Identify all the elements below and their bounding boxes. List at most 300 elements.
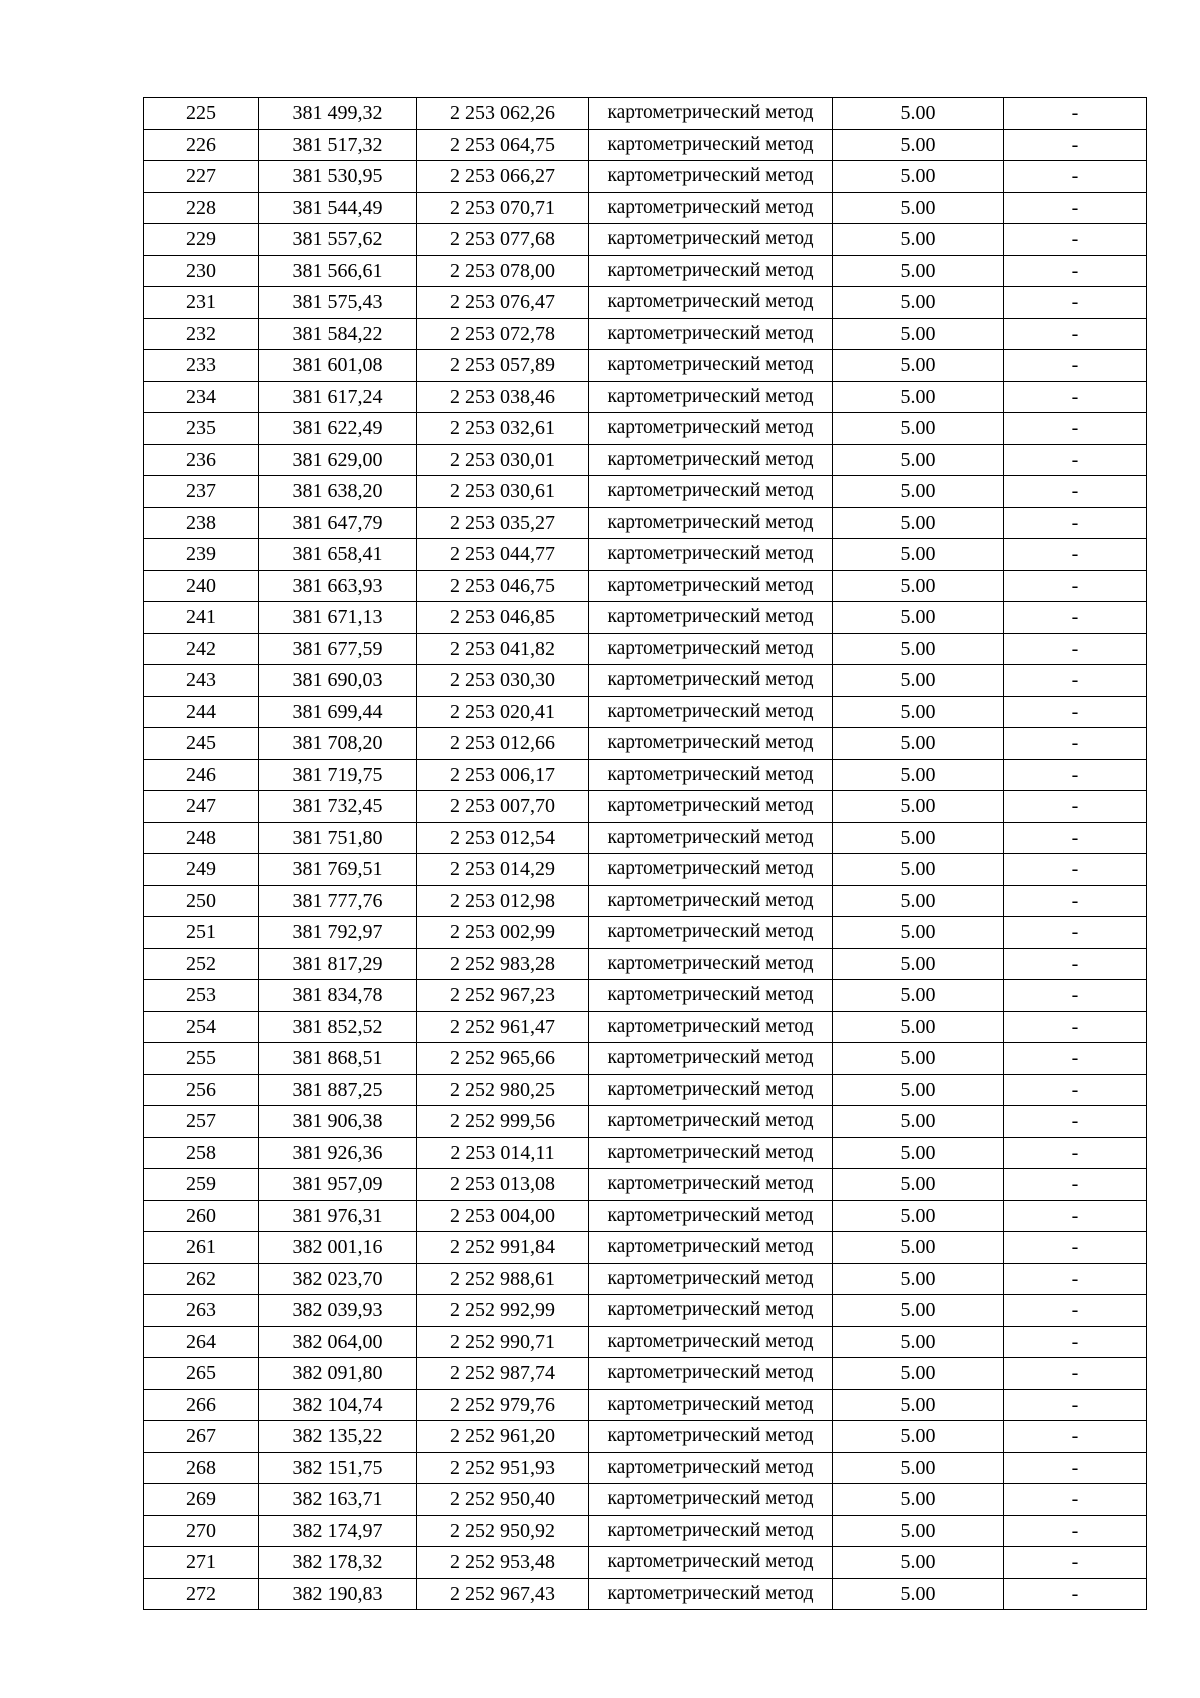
note-cell: - <box>1004 129 1147 161</box>
accuracy-cell: 5.00 <box>833 980 1004 1012</box>
note-cell: - <box>1004 476 1147 508</box>
x-coordinate-cell: 381 852,52 <box>259 1011 417 1043</box>
method-cell: картометрический метод <box>589 1578 833 1610</box>
method-cell: картометрический метод <box>589 980 833 1012</box>
accuracy-cell: 5.00 <box>833 1043 1004 1075</box>
table-row <box>144 854 1147 886</box>
method-cell: картометрический метод <box>589 1074 833 1106</box>
point-number-cell: 233 <box>144 350 259 382</box>
table-row <box>144 1169 1147 1201</box>
accuracy-cell: 5.00 <box>833 1263 1004 1295</box>
method-cell: картометрический метод <box>589 791 833 823</box>
y-coordinate-cell: 2 253 062,26 <box>417 98 589 130</box>
table-row <box>144 759 1147 791</box>
x-coordinate-cell: 381 699,44 <box>259 696 417 728</box>
table-row <box>144 1358 1147 1390</box>
point-number-cell: 249 <box>144 854 259 886</box>
accuracy-cell: 5.00 <box>833 255 1004 287</box>
point-number-cell: 244 <box>144 696 259 728</box>
accuracy-cell: 5.00 <box>833 570 1004 602</box>
table-row <box>144 1295 1147 1327</box>
note-cell: - <box>1004 1484 1147 1516</box>
note-cell: - <box>1004 1263 1147 1295</box>
note-cell: - <box>1004 822 1147 854</box>
y-coordinate-cell: 2 253 006,17 <box>417 759 589 791</box>
method-cell: картометрический метод <box>589 1326 833 1358</box>
accuracy-cell: 5.00 <box>833 696 1004 728</box>
point-number-cell: 250 <box>144 885 259 917</box>
x-coordinate-cell: 381 957,09 <box>259 1169 417 1201</box>
point-number-cell: 232 <box>144 318 259 350</box>
table-row <box>144 1263 1147 1295</box>
table-row <box>144 1484 1147 1516</box>
point-number-cell: 226 <box>144 129 259 161</box>
method-cell: картометрический метод <box>589 602 833 634</box>
table-row <box>144 885 1147 917</box>
method-cell: картометрический метод <box>589 1484 833 1516</box>
method-cell: картометрический метод <box>589 917 833 949</box>
accuracy-cell: 5.00 <box>833 854 1004 886</box>
x-coordinate-cell: 382 178,32 <box>259 1547 417 1579</box>
method-cell: картометрический метод <box>589 1011 833 1043</box>
method-cell: картометрический метод <box>589 570 833 602</box>
note-cell: - <box>1004 381 1147 413</box>
y-coordinate-cell: 2 253 012,98 <box>417 885 589 917</box>
note-cell: - <box>1004 728 1147 760</box>
y-coordinate-cell: 2 252 987,74 <box>417 1358 589 1390</box>
accuracy-cell: 5.00 <box>833 917 1004 949</box>
point-number-cell: 264 <box>144 1326 259 1358</box>
point-number-cell: 229 <box>144 224 259 256</box>
y-coordinate-cell: 2 253 002,99 <box>417 917 589 949</box>
y-coordinate-cell: 2 252 961,20 <box>417 1421 589 1453</box>
accuracy-cell: 5.00 <box>833 1200 1004 1232</box>
accuracy-cell: 5.00 <box>833 287 1004 319</box>
point-number-cell: 238 <box>144 507 259 539</box>
x-coordinate-cell: 381 690,03 <box>259 665 417 697</box>
accuracy-cell: 5.00 <box>833 224 1004 256</box>
accuracy-cell: 5.00 <box>833 318 1004 350</box>
point-number-cell: 245 <box>144 728 259 760</box>
y-coordinate-cell: 2 252 980,25 <box>417 1074 589 1106</box>
table-row <box>144 318 1147 350</box>
method-cell: картометрический метод <box>589 1106 833 1138</box>
table-row <box>144 192 1147 224</box>
point-number-cell: 241 <box>144 602 259 634</box>
y-coordinate-cell: 2 252 967,43 <box>417 1578 589 1610</box>
point-number-cell: 240 <box>144 570 259 602</box>
method-cell: картометрический метод <box>589 885 833 917</box>
point-number-cell: 257 <box>144 1106 259 1138</box>
accuracy-cell: 5.00 <box>833 1389 1004 1421</box>
x-coordinate-cell: 381 530,95 <box>259 161 417 193</box>
method-cell: картометрический метод <box>589 350 833 382</box>
point-number-cell: 248 <box>144 822 259 854</box>
point-number-cell: 242 <box>144 633 259 665</box>
y-coordinate-cell: 2 253 014,29 <box>417 854 589 886</box>
note-cell: - <box>1004 1232 1147 1264</box>
y-coordinate-cell: 2 253 057,89 <box>417 350 589 382</box>
accuracy-cell: 5.00 <box>833 413 1004 445</box>
accuracy-cell: 5.00 <box>833 1547 1004 1579</box>
x-coordinate-cell: 381 617,24 <box>259 381 417 413</box>
x-coordinate-cell: 381 658,41 <box>259 539 417 571</box>
note-cell: - <box>1004 1358 1147 1390</box>
point-number-cell: 260 <box>144 1200 259 1232</box>
note-cell: - <box>1004 696 1147 728</box>
table-row <box>144 161 1147 193</box>
x-coordinate-cell: 381 708,20 <box>259 728 417 760</box>
note-cell: - <box>1004 1326 1147 1358</box>
point-number-cell: 269 <box>144 1484 259 1516</box>
table-row <box>144 948 1147 980</box>
note-cell: - <box>1004 1074 1147 1106</box>
accuracy-cell: 5.00 <box>833 1232 1004 1264</box>
y-coordinate-cell: 2 253 072,78 <box>417 318 589 350</box>
x-coordinate-cell: 381 926,36 <box>259 1137 417 1169</box>
table-row <box>144 287 1147 319</box>
table-row <box>144 602 1147 634</box>
x-coordinate-cell: 381 663,93 <box>259 570 417 602</box>
x-coordinate-cell: 381 638,20 <box>259 476 417 508</box>
y-coordinate-cell: 2 253 030,61 <box>417 476 589 508</box>
accuracy-cell: 5.00 <box>833 1515 1004 1547</box>
y-coordinate-cell: 2 253 046,85 <box>417 602 589 634</box>
note-cell: - <box>1004 161 1147 193</box>
table-row <box>144 633 1147 665</box>
method-cell: картометрический метод <box>589 1389 833 1421</box>
x-coordinate-cell: 381 817,29 <box>259 948 417 980</box>
x-coordinate-cell: 381 517,32 <box>259 129 417 161</box>
table-row <box>144 507 1147 539</box>
note-cell: - <box>1004 885 1147 917</box>
y-coordinate-cell: 2 253 064,75 <box>417 129 589 161</box>
table-body <box>144 98 1147 1610</box>
table-row <box>144 822 1147 854</box>
method-cell: картометрический метод <box>589 129 833 161</box>
method-cell: картометрический метод <box>589 1452 833 1484</box>
x-coordinate-cell: 381 769,51 <box>259 854 417 886</box>
note-cell: - <box>1004 1515 1147 1547</box>
note-cell: - <box>1004 1043 1147 1075</box>
note-cell: - <box>1004 1169 1147 1201</box>
note-cell: - <box>1004 570 1147 602</box>
x-coordinate-cell: 381 566,61 <box>259 255 417 287</box>
y-coordinate-cell: 2 253 030,01 <box>417 444 589 476</box>
point-number-cell: 253 <box>144 980 259 1012</box>
accuracy-cell: 5.00 <box>833 161 1004 193</box>
method-cell: картометрический метод <box>589 98 833 130</box>
method-cell: картометрический метод <box>589 759 833 791</box>
x-coordinate-cell: 381 622,49 <box>259 413 417 445</box>
method-cell: картометрический метод <box>589 224 833 256</box>
accuracy-cell: 5.00 <box>833 1484 1004 1516</box>
y-coordinate-cell: 2 252 961,47 <box>417 1011 589 1043</box>
method-cell: картометрический метод <box>589 728 833 760</box>
note-cell: - <box>1004 1137 1147 1169</box>
y-coordinate-cell: 2 252 950,40 <box>417 1484 589 1516</box>
y-coordinate-cell: 2 252 953,48 <box>417 1547 589 1579</box>
method-cell: картометрический метод <box>589 633 833 665</box>
note-cell: - <box>1004 1106 1147 1138</box>
x-coordinate-cell: 381 499,32 <box>259 98 417 130</box>
table-row <box>144 1326 1147 1358</box>
point-number-cell: 227 <box>144 161 259 193</box>
table-row <box>144 129 1147 161</box>
table-row <box>144 413 1147 445</box>
note-cell: - <box>1004 1011 1147 1043</box>
method-cell: картометрический метод <box>589 665 833 697</box>
method-cell: картометрический метод <box>589 1043 833 1075</box>
point-number-cell: 235 <box>144 413 259 445</box>
y-coordinate-cell: 2 253 035,27 <box>417 507 589 539</box>
point-number-cell: 256 <box>144 1074 259 1106</box>
x-coordinate-cell: 381 868,51 <box>259 1043 417 1075</box>
x-coordinate-cell: 381 792,97 <box>259 917 417 949</box>
point-number-cell: 254 <box>144 1011 259 1043</box>
y-coordinate-cell: 2 253 046,75 <box>417 570 589 602</box>
note-cell: - <box>1004 854 1147 886</box>
note-cell: - <box>1004 917 1147 949</box>
point-number-cell: 263 <box>144 1295 259 1327</box>
point-number-cell: 243 <box>144 665 259 697</box>
accuracy-cell: 5.00 <box>833 444 1004 476</box>
table-row <box>144 476 1147 508</box>
y-coordinate-cell: 2 253 032,61 <box>417 413 589 445</box>
accuracy-cell: 5.00 <box>833 98 1004 130</box>
accuracy-cell: 5.00 <box>833 1137 1004 1169</box>
y-coordinate-cell: 2 253 012,54 <box>417 822 589 854</box>
y-coordinate-cell: 2 252 992,99 <box>417 1295 589 1327</box>
point-number-cell: 267 <box>144 1421 259 1453</box>
point-number-cell: 225 <box>144 98 259 130</box>
method-cell: картометрический метод <box>589 255 833 287</box>
accuracy-cell: 5.00 <box>833 476 1004 508</box>
method-cell: картометрический метод <box>589 1169 833 1201</box>
x-coordinate-cell: 381 906,38 <box>259 1106 417 1138</box>
y-coordinate-cell: 2 253 041,82 <box>417 633 589 665</box>
y-coordinate-cell: 2 252 988,61 <box>417 1263 589 1295</box>
table-row <box>144 1043 1147 1075</box>
note-cell: - <box>1004 98 1147 130</box>
table-row <box>144 917 1147 949</box>
x-coordinate-cell: 381 777,76 <box>259 885 417 917</box>
accuracy-cell: 5.00 <box>833 1452 1004 1484</box>
note-cell: - <box>1004 1452 1147 1484</box>
note-cell: - <box>1004 1578 1147 1610</box>
method-cell: картометрический метод <box>589 444 833 476</box>
x-coordinate-cell: 381 544,49 <box>259 192 417 224</box>
table-row <box>144 1232 1147 1264</box>
point-number-cell: 270 <box>144 1515 259 1547</box>
table-row <box>144 1421 1147 1453</box>
x-coordinate-cell: 382 174,97 <box>259 1515 417 1547</box>
method-cell: картометрический метод <box>589 539 833 571</box>
y-coordinate-cell: 2 252 950,92 <box>417 1515 589 1547</box>
point-number-cell: 236 <box>144 444 259 476</box>
accuracy-cell: 5.00 <box>833 948 1004 980</box>
x-coordinate-cell: 381 751,80 <box>259 822 417 854</box>
accuracy-cell: 5.00 <box>833 791 1004 823</box>
method-cell: картометрический метод <box>589 476 833 508</box>
accuracy-cell: 5.00 <box>833 1421 1004 1453</box>
method-cell: картометрический метод <box>589 1358 833 1390</box>
point-number-cell: 234 <box>144 381 259 413</box>
x-coordinate-cell: 381 671,13 <box>259 602 417 634</box>
table-row <box>144 1074 1147 1106</box>
method-cell: картометрический метод <box>589 1515 833 1547</box>
accuracy-cell: 5.00 <box>833 759 1004 791</box>
accuracy-cell: 5.00 <box>833 539 1004 571</box>
point-number-cell: 228 <box>144 192 259 224</box>
note-cell: - <box>1004 948 1147 980</box>
y-coordinate-cell: 2 253 013,08 <box>417 1169 589 1201</box>
x-coordinate-cell: 382 151,75 <box>259 1452 417 1484</box>
method-cell: картометрический метод <box>589 192 833 224</box>
method-cell: картометрический метод <box>589 948 833 980</box>
note-cell: - <box>1004 665 1147 697</box>
method-cell: картометрический метод <box>589 381 833 413</box>
x-coordinate-cell: 382 023,70 <box>259 1263 417 1295</box>
y-coordinate-cell: 2 252 979,76 <box>417 1389 589 1421</box>
y-coordinate-cell: 2 253 020,41 <box>417 696 589 728</box>
note-cell: - <box>1004 255 1147 287</box>
method-cell: картометрический метод <box>589 854 833 886</box>
x-coordinate-cell: 382 163,71 <box>259 1484 417 1516</box>
x-coordinate-cell: 382 135,22 <box>259 1421 417 1453</box>
table-row <box>144 381 1147 413</box>
method-cell: картометрический метод <box>589 507 833 539</box>
y-coordinate-cell: 2 253 038,46 <box>417 381 589 413</box>
x-coordinate-cell: 381 732,45 <box>259 791 417 823</box>
table-row <box>144 1106 1147 1138</box>
y-coordinate-cell: 2 252 990,71 <box>417 1326 589 1358</box>
note-cell: - <box>1004 539 1147 571</box>
point-number-cell: 246 <box>144 759 259 791</box>
point-number-cell: 251 <box>144 917 259 949</box>
y-coordinate-cell: 2 252 999,56 <box>417 1106 589 1138</box>
point-number-cell: 237 <box>144 476 259 508</box>
accuracy-cell: 5.00 <box>833 381 1004 413</box>
method-cell: картометрический метод <box>589 287 833 319</box>
table-row <box>144 224 1147 256</box>
method-cell: картометрический метод <box>589 161 833 193</box>
y-coordinate-cell: 2 252 965,66 <box>417 1043 589 1075</box>
y-coordinate-cell: 2 252 951,93 <box>417 1452 589 1484</box>
y-coordinate-cell: 2 252 967,23 <box>417 980 589 1012</box>
method-cell: картометрический метод <box>589 318 833 350</box>
x-coordinate-cell: 381 647,79 <box>259 507 417 539</box>
x-coordinate-cell: 381 584,22 <box>259 318 417 350</box>
point-number-cell: 261 <box>144 1232 259 1264</box>
table-row <box>144 98 1147 130</box>
y-coordinate-cell: 2 253 044,77 <box>417 539 589 571</box>
method-cell: картометрический метод <box>589 1263 833 1295</box>
x-coordinate-cell: 382 104,74 <box>259 1389 417 1421</box>
method-cell: картометрический метод <box>589 822 833 854</box>
note-cell: - <box>1004 192 1147 224</box>
y-coordinate-cell: 2 253 004,00 <box>417 1200 589 1232</box>
y-coordinate-cell: 2 253 030,30 <box>417 665 589 697</box>
y-coordinate-cell: 2 253 066,27 <box>417 161 589 193</box>
point-number-cell: 239 <box>144 539 259 571</box>
coordinates-table <box>143 97 1147 1610</box>
accuracy-cell: 5.00 <box>833 1326 1004 1358</box>
table-row <box>144 1515 1147 1547</box>
accuracy-cell: 5.00 <box>833 1169 1004 1201</box>
accuracy-cell: 5.00 <box>833 1295 1004 1327</box>
table-row <box>144 1547 1147 1579</box>
table-row <box>144 1137 1147 1169</box>
table-row <box>144 1452 1147 1484</box>
x-coordinate-cell: 381 629,00 <box>259 444 417 476</box>
accuracy-cell: 5.00 <box>833 350 1004 382</box>
x-coordinate-cell: 382 091,80 <box>259 1358 417 1390</box>
note-cell: - <box>1004 791 1147 823</box>
note-cell: - <box>1004 1389 1147 1421</box>
point-number-cell: 252 <box>144 948 259 980</box>
table-row <box>144 444 1147 476</box>
table-row <box>144 665 1147 697</box>
table-row <box>144 1578 1147 1610</box>
x-coordinate-cell: 381 677,59 <box>259 633 417 665</box>
point-number-cell: 266 <box>144 1389 259 1421</box>
point-number-cell: 258 <box>144 1137 259 1169</box>
y-coordinate-cell: 2 253 014,11 <box>417 1137 589 1169</box>
table-row <box>144 1011 1147 1043</box>
y-coordinate-cell: 2 253 076,47 <box>417 287 589 319</box>
accuracy-cell: 5.00 <box>833 129 1004 161</box>
accuracy-cell: 5.00 <box>833 507 1004 539</box>
y-coordinate-cell: 2 253 077,68 <box>417 224 589 256</box>
point-number-cell: 230 <box>144 255 259 287</box>
x-coordinate-cell: 381 719,75 <box>259 759 417 791</box>
note-cell: - <box>1004 1547 1147 1579</box>
accuracy-cell: 5.00 <box>833 1074 1004 1106</box>
x-coordinate-cell: 381 976,31 <box>259 1200 417 1232</box>
note-cell: - <box>1004 1295 1147 1327</box>
method-cell: картометрический метод <box>589 696 833 728</box>
table-row <box>144 980 1147 1012</box>
y-coordinate-cell: 2 253 012,66 <box>417 728 589 760</box>
method-cell: картометрический метод <box>589 1547 833 1579</box>
note-cell: - <box>1004 318 1147 350</box>
method-cell: картометрический метод <box>589 1232 833 1264</box>
note-cell: - <box>1004 507 1147 539</box>
note-cell: - <box>1004 980 1147 1012</box>
y-coordinate-cell: 2 252 983,28 <box>417 948 589 980</box>
accuracy-cell: 5.00 <box>833 728 1004 760</box>
note-cell: - <box>1004 413 1147 445</box>
method-cell: картометрический метод <box>589 1137 833 1169</box>
point-number-cell: 255 <box>144 1043 259 1075</box>
point-number-cell: 271 <box>144 1547 259 1579</box>
note-cell: - <box>1004 287 1147 319</box>
table-row <box>144 350 1147 382</box>
x-coordinate-cell: 382 039,93 <box>259 1295 417 1327</box>
table-row <box>144 255 1147 287</box>
x-coordinate-cell: 381 557,62 <box>259 224 417 256</box>
table-row <box>144 728 1147 760</box>
method-cell: картометрический метод <box>589 413 833 445</box>
table-row <box>144 1389 1147 1421</box>
accuracy-cell: 5.00 <box>833 665 1004 697</box>
note-cell: - <box>1004 1421 1147 1453</box>
note-cell: - <box>1004 602 1147 634</box>
accuracy-cell: 5.00 <box>833 885 1004 917</box>
point-number-cell: 265 <box>144 1358 259 1390</box>
note-cell: - <box>1004 759 1147 791</box>
